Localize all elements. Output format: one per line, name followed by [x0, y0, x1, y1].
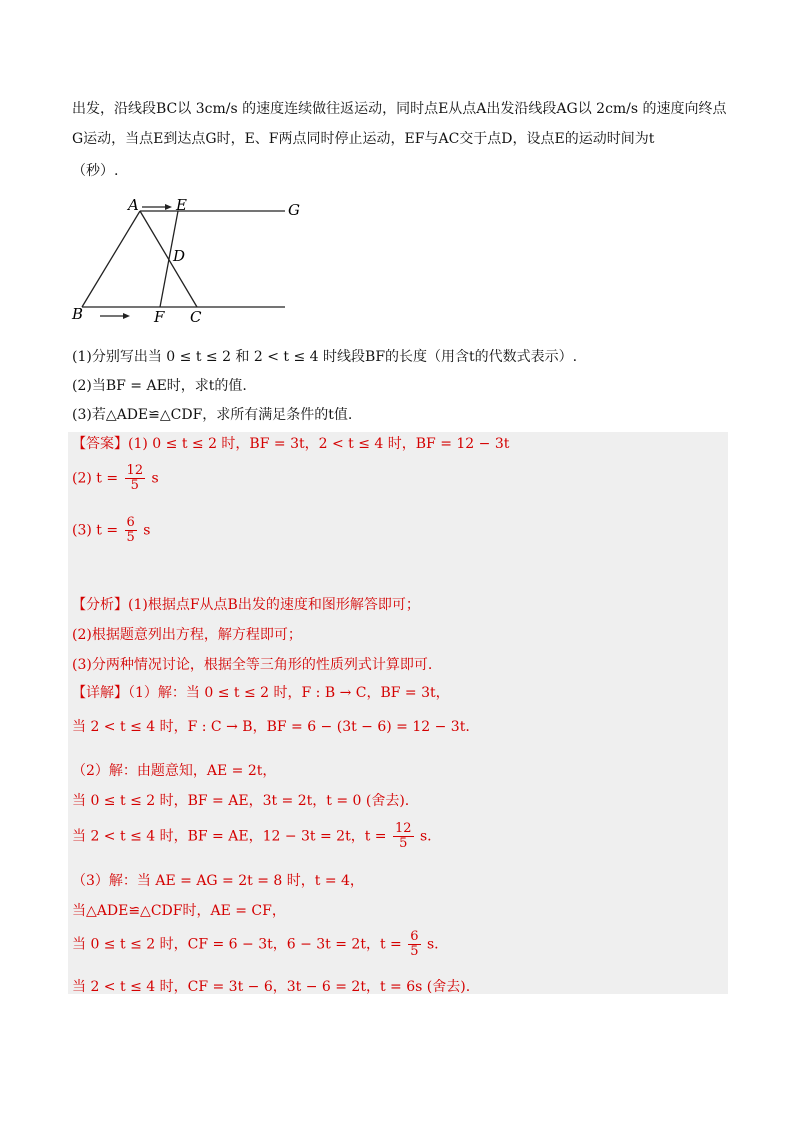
segment-AB: [82, 211, 140, 307]
intro-line-2: G运动，当点E到达点G时，E、F两点同时停止运动，EF与AC交于点D，设点E的运动时间为t: [72, 131, 655, 147]
answer-3-numerator: 6: [126, 515, 135, 530]
answer-line-3: [72, 516, 150, 545]
detail-8-denominator: 5: [410, 944, 419, 959]
arrowhead-AE: [165, 204, 172, 210]
question-1: (1)分别写出当 0 ≤ t ≤ 2 和 2 < t ≤ 4 时线段BF的长度（用含t的代数式表示）.: [72, 349, 578, 365]
detail-8-numerator: 6: [410, 929, 419, 944]
analysis-line-3: (3)分两种情况讨论，根据全等三角形的性质列式计算即可.: [72, 657, 433, 673]
detail-line-3: （2）解：由题意知，AE = 2t，: [72, 763, 277, 779]
answer-2-denominator: 5: [130, 478, 139, 493]
question-2: (2)当BF = AE时，求t的值.: [72, 378, 247, 394]
answer-line-1: 【答案】(1) 0 ≤ t ≤ 2 时，BF = 3t，2 < t ≤ 4 时，BF = 12 − 3t: [72, 436, 510, 452]
intro-line-1: 出发，沿线段BC以 3cm/s 的速度连续做往返运动，同时点E从点A出发沿线段AG以 2cm/s 的速度向终点: [72, 101, 727, 117]
answer-line-2: [72, 464, 159, 493]
detail-line-5: [72, 822, 432, 851]
answer-3-prefix: (3) t =: [72, 522, 119, 539]
detail-8-unit: s.: [426, 936, 439, 953]
detail-5-unit: s.: [419, 828, 432, 845]
detail-line-7: 当△ADE≌△CDF时，AE = CF，: [72, 903, 286, 919]
detail-5-prefix: 当 2 < t ≤ 4 时，BF = AE，12 − 3t = 2t，t =: [72, 828, 387, 845]
detail-line-8: [72, 930, 439, 959]
detail-5-numerator: 12: [394, 821, 412, 836]
answer-3-denominator: 5: [126, 530, 135, 545]
label-F: F: [154, 308, 165, 326]
answer-2-prefix: (2) t =: [72, 470, 119, 487]
label-A: A: [128, 196, 139, 214]
answer-2-unit: s: [151, 470, 159, 487]
question-3: (3)若△ADE≌△CDF，求所有满足条件的t值.: [72, 407, 353, 423]
label-D: D: [173, 247, 186, 265]
detail-line-9: 当 2 < t ≤ 4 时，CF = 3t − 6，3t − 6 = 2t，t = 6s (舍去).: [72, 979, 471, 995]
analysis-line-1: 【分析】(1)根据点F从点B出发的速度和图形解答即可；: [72, 597, 420, 613]
label-C: C: [190, 308, 202, 326]
geometry-figure: [70, 195, 310, 330]
detail-line-1: 【详解】（1）解：当 0 ≤ t ≤ 2 时，F : B → C，BF = 3t，: [72, 685, 450, 701]
detail-8-prefix: 当 0 ≤ t ≤ 2 时，CF = 6 − 3t，6 − 3t = 2t，t =: [72, 936, 402, 953]
detail-line-4: 当 0 ≤ t ≤ 2 时，BF = AE，3t = 2t，t = 0 (舍去).: [72, 793, 410, 809]
answer-3-unit: s: [143, 522, 151, 539]
analysis-line-2: (2)根据题意列出方程，解方程即可；: [72, 627, 302, 643]
detail-line-6: （3）解：当 AE = AG = 2t = 8 时，t = 4，: [72, 873, 364, 889]
answer-2-numerator: 12: [126, 463, 144, 478]
label-B: B: [72, 305, 84, 323]
answer-3-fraction: [125, 516, 137, 545]
intro-line-3: （秒）.: [72, 163, 119, 179]
detail-5-fraction: [393, 822, 414, 851]
detail-line-2: 当 2 < t ≤ 4 时，F : C → B，BF = 6 − (3t − 6) = 12 − 3t.: [72, 719, 470, 735]
arrowhead-BF: [123, 313, 130, 319]
detail-8-fraction: [408, 930, 420, 959]
detail-5-denominator: 5: [399, 836, 408, 851]
answer-2-fraction: [125, 464, 146, 493]
label-E: E: [176, 196, 187, 214]
label-G: G: [288, 201, 300, 219]
